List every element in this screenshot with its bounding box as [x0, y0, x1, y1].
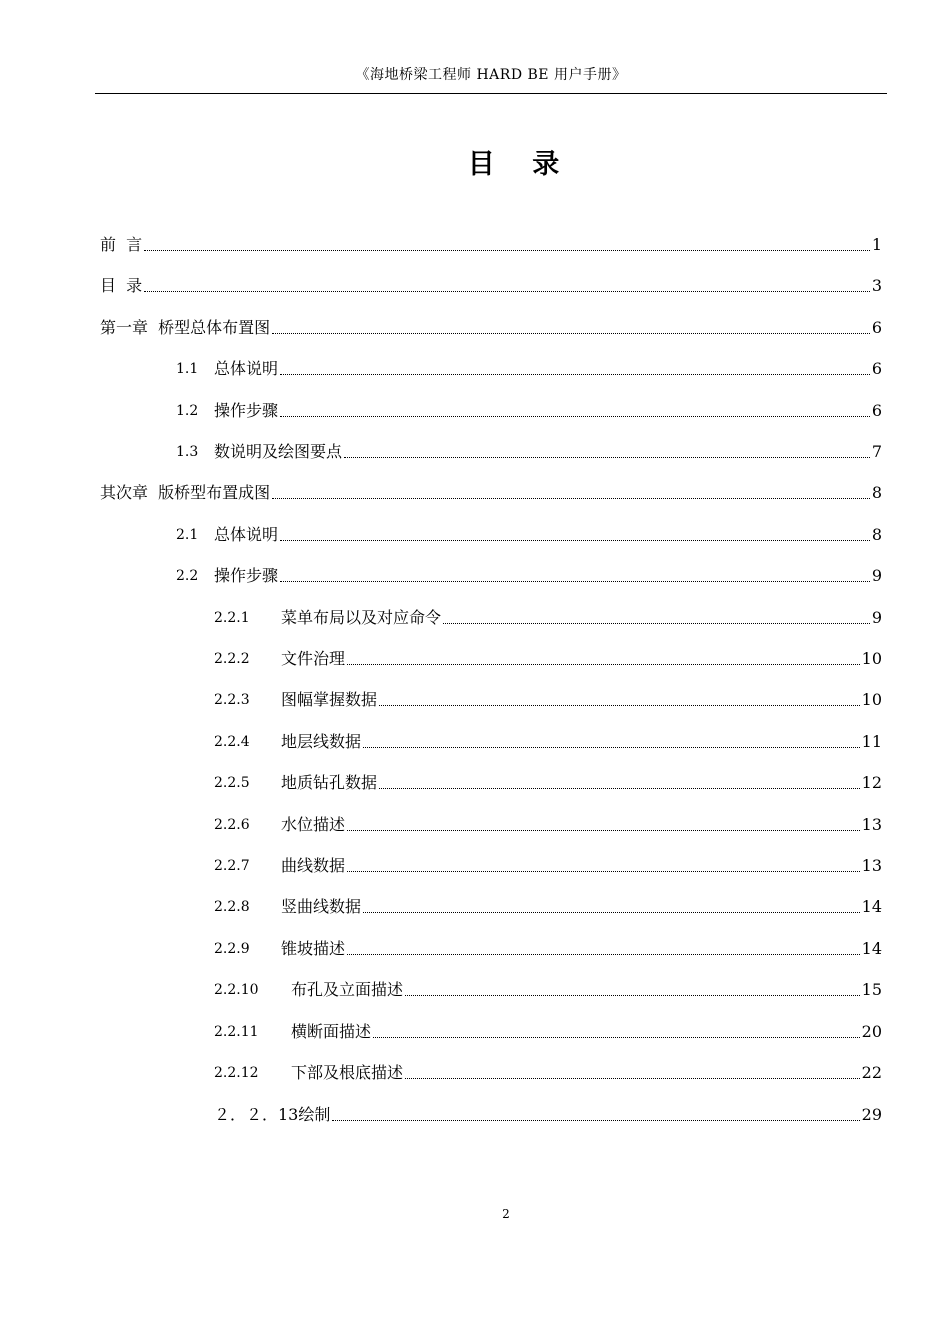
toc-entry-page: 14	[861, 897, 882, 916]
toc-entry-number: 2.2.8	[214, 899, 250, 915]
toc-entry-page: 22	[861, 1063, 882, 1082]
toc-entry-number: 2.2.9	[214, 941, 250, 957]
toc-leader	[344, 457, 870, 458]
toc-entry-number: 2.2.2	[214, 651, 250, 667]
toc-entry-page: 12	[861, 773, 882, 792]
toc-entry[interactable]	[100, 482, 882, 504]
toc-entry-title: 文件治理	[281, 649, 346, 668]
toc-leader	[272, 333, 870, 334]
toc-entry-title: 地层线数据	[281, 732, 362, 751]
toc-leader	[443, 623, 870, 624]
toc-entry[interactable]	[214, 814, 882, 836]
toc-entry-number: 2.2.12	[214, 1065, 259, 1081]
toc-leader	[379, 705, 860, 706]
toc-entry-page: 13	[861, 856, 882, 875]
toc-entry-page: 8	[871, 525, 882, 544]
toc-entry-title: 曲线数据	[281, 856, 346, 875]
toc-entry-title: 其次章 版桥型布置成图	[100, 483, 271, 502]
toc-entry-title: 总体说明	[214, 525, 279, 544]
toc-entry-page: 13	[861, 815, 882, 834]
toc-entry-number: 2.2.6	[214, 817, 250, 833]
toc-leader	[347, 664, 860, 665]
toc-entry-page: 10	[861, 649, 882, 668]
toc-entry-page: 8	[871, 483, 882, 502]
toc-entry[interactable]	[176, 565, 882, 587]
toc-leader	[144, 291, 870, 292]
toc-entry-page: 9	[871, 566, 882, 585]
toc-entry-number: 2.1	[176, 527, 199, 543]
toc-entry-number: 2.2.4	[214, 734, 250, 750]
toc-entry-title: 锥坡描述	[281, 939, 346, 958]
toc-entry-title: 地质钻孔数据	[281, 773, 378, 792]
toc-entry[interactable]	[214, 689, 882, 711]
toc-entry-page: 29	[861, 1105, 882, 1124]
toc-entry-title: 下部及根底描述	[291, 1063, 404, 1082]
toc-entry-title: 水位描述	[281, 815, 346, 834]
toc-entry-title: 前 言	[100, 235, 143, 254]
toc-entry-number: 2.2	[176, 568, 199, 584]
toc-entry-page: 20	[861, 1022, 882, 1041]
page-number: 2	[502, 1207, 510, 1221]
page-title: 目 录	[467, 149, 574, 180]
toc-entry-title: 第一章 桥型总体布置图	[100, 318, 271, 337]
toc-entry-page: 9	[871, 608, 882, 627]
toc-entry-title: 竖曲线数据	[281, 897, 362, 916]
toc-entry-number: ２．２．13	[214, 1105, 299, 1124]
toc-entry-title: 图幅掌握数据	[281, 690, 378, 709]
toc-entry-number: 2.2.1	[214, 610, 250, 626]
toc-leader	[363, 747, 860, 748]
toc-entry-title: 菜单布局以及对应命令	[281, 608, 442, 627]
toc-entry-title: 操作步骤	[214, 566, 279, 585]
toc-entry-number: 1.2	[176, 403, 199, 419]
toc-entry-number: 1.3	[176, 444, 199, 460]
toc-leader	[280, 374, 870, 375]
toc-leader	[373, 1037, 860, 1038]
toc-entry-title: 横断面描述	[291, 1022, 372, 1041]
toc-entry-page: 15	[861, 980, 882, 999]
toc-entry-number: 2.2.3	[214, 692, 250, 708]
toc-entry-page: 6	[871, 359, 882, 378]
toc-entry-page: 14	[861, 939, 882, 958]
toc-leader	[347, 830, 860, 831]
toc-entry[interactable]	[100, 275, 882, 297]
toc-leader	[280, 416, 870, 417]
toc-entry[interactable]	[176, 524, 882, 546]
toc-leader	[405, 1078, 860, 1079]
toc-entry[interactable]	[214, 772, 882, 794]
toc-entry-title: 总体说明	[214, 359, 279, 378]
toc-entry-number: 2.2.11	[214, 1024, 259, 1040]
toc-entry-title: 目 录	[100, 276, 143, 295]
toc-entry-page: 11	[861, 732, 882, 751]
toc-entry[interactable]	[214, 1104, 882, 1126]
toc-entry-title: 布孔及立面描述	[291, 980, 404, 999]
toc-leader	[363, 912, 860, 913]
toc-entry[interactable]	[214, 1021, 882, 1043]
toc-entry-page: 6	[871, 318, 882, 337]
toc-entry-page: 6	[871, 401, 882, 420]
toc-leader	[280, 540, 870, 541]
toc-entry[interactable]	[214, 938, 882, 960]
toc-leader	[332, 1120, 859, 1121]
toc-leader	[347, 871, 860, 872]
toc-entry[interactable]	[176, 358, 882, 380]
toc-leader	[144, 250, 870, 251]
running-header: 《海地桥梁工程师 HARD BE 用户手册》	[355, 67, 627, 83]
toc-entry[interactable]	[214, 648, 882, 670]
toc-entry-page: 7	[871, 442, 882, 461]
toc-entry-title: 数说明及绘图要点	[214, 442, 343, 461]
toc-leader	[280, 581, 870, 582]
toc-entry[interactable]	[214, 855, 882, 877]
toc-entry-title: 操作步骤	[214, 401, 279, 420]
toc-entry-title: 绘制	[298, 1105, 331, 1124]
toc-leader	[379, 788, 860, 789]
toc-entry[interactable]	[214, 731, 882, 753]
toc-leader	[405, 995, 860, 996]
toc-entry[interactable]	[214, 896, 882, 918]
toc-entry-number: 2.2.7	[214, 858, 250, 874]
toc-entry-number: 1.1	[176, 361, 199, 377]
toc-entry-page: 3	[871, 276, 882, 295]
toc-entry-number: 2.2.10	[214, 982, 259, 998]
toc-leader	[272, 498, 870, 499]
toc-entry[interactable]	[100, 317, 882, 339]
toc-entry-number: 2.2.5	[214, 775, 250, 791]
toc-entry[interactable]	[214, 979, 882, 1001]
toc-entry-page: 10	[861, 690, 882, 709]
toc-entry[interactable]	[100, 234, 882, 256]
toc-leader	[347, 954, 860, 955]
toc-entry[interactable]	[176, 400, 882, 422]
toc-entry[interactable]	[214, 1062, 882, 1084]
toc-entry-page: 1	[871, 235, 882, 254]
toc-entry[interactable]	[176, 441, 882, 463]
toc-entry[interactable]	[214, 607, 882, 629]
